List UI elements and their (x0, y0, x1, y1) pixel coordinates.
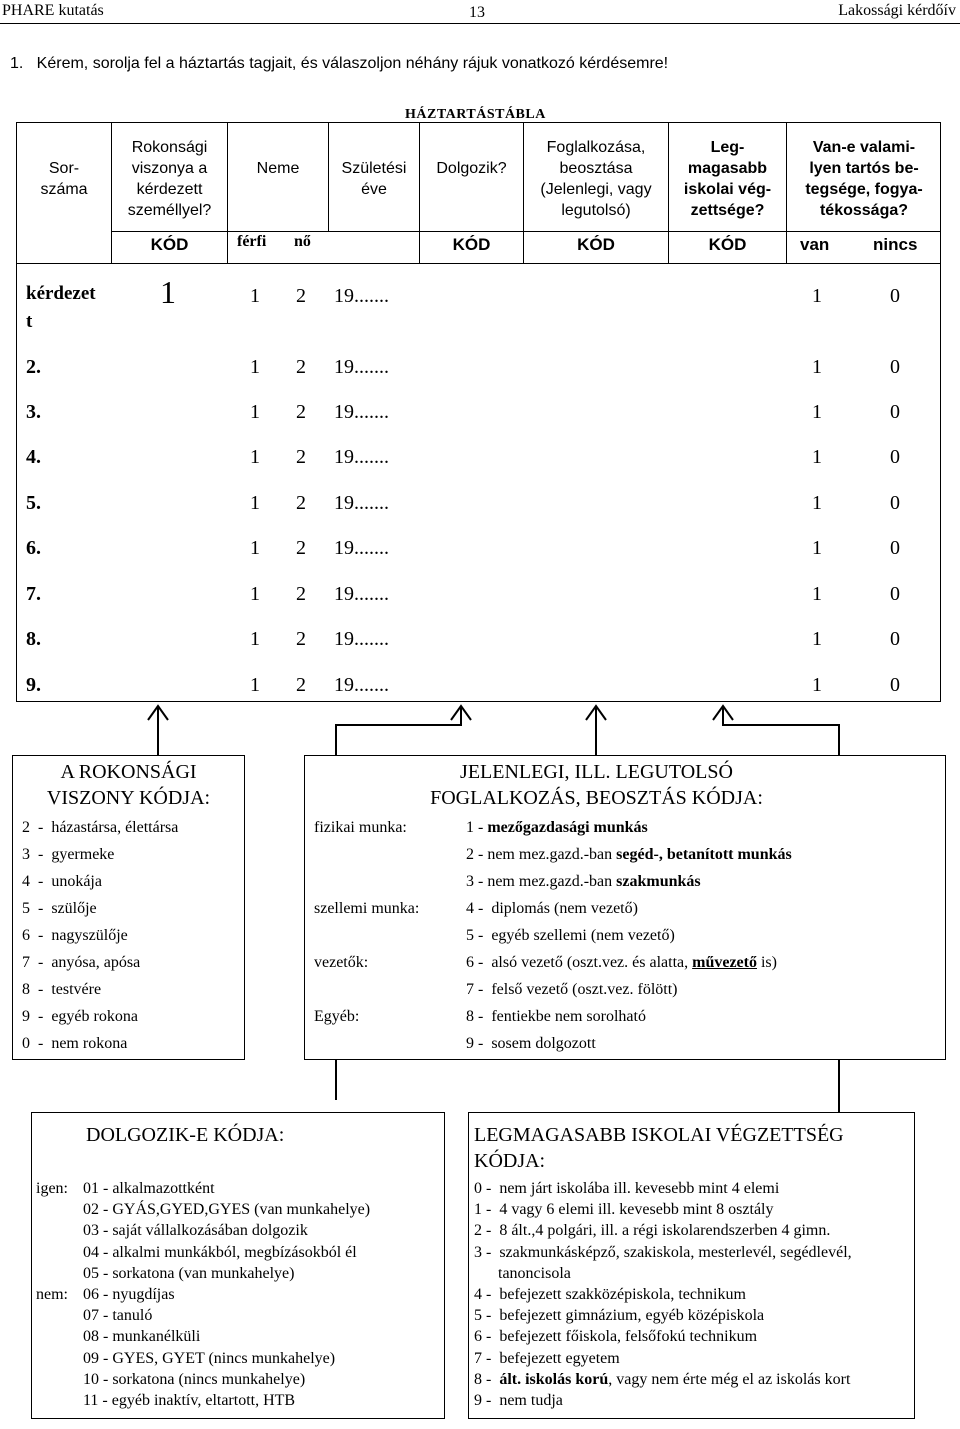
row-label: 2. (26, 356, 41, 378)
dolgozik-box-title: DOLGOZIK-E KÓDJA: (86, 1124, 285, 1146)
code-text: - (486, 1370, 500, 1388)
row-label: 9. (26, 674, 41, 696)
occupation-code (466, 949, 777, 976)
code-text-bold: segéd-, betanított munkás (616, 846, 792, 863)
row-van[interactable]: 1 (812, 583, 822, 605)
list-item (314, 976, 934, 1003)
code-text: - (478, 819, 488, 836)
row-male[interactable]: 1 (250, 583, 260, 605)
list-item (474, 1348, 914, 1369)
code-label-foglalkozas: KÓD (577, 235, 615, 254)
row-label: 3. (26, 401, 41, 423)
row-label: 5. (26, 492, 41, 514)
row-1-female[interactable]: 2 (296, 285, 306, 307)
work-status-code: 06 - nyugdíjas (83, 1285, 175, 1303)
code-number: 2 (466, 846, 474, 863)
code-text: - sosem dolgozott (478, 1035, 596, 1052)
row-female[interactable]: 2 (296, 583, 306, 605)
code-number: 8 (466, 1008, 474, 1025)
code-text: - 4 vagy 6 elemi ill. kevesebb mint 8 osztály (486, 1201, 774, 1219)
row-nincs[interactable]: 0 (890, 583, 900, 605)
row-1-nincs[interactable]: 0 (890, 285, 900, 307)
row-label: 8. (26, 628, 41, 650)
list-item (314, 922, 934, 949)
code-number: 7 (474, 1349, 482, 1367)
code-text: - nem mez.gazd.-ban (478, 873, 617, 890)
occupation-group-label: szellemi munka: (314, 900, 420, 917)
work-status-group: igen: (36, 1180, 68, 1197)
list-item (36, 1263, 441, 1284)
row-label: 4. (26, 446, 41, 468)
row-nincs[interactable]: 0 (890, 492, 900, 514)
code-text: - befejezett gimnázium, egyéb középiskola (486, 1307, 765, 1325)
code-number: 4 (466, 900, 474, 917)
list-item: 4 - unokája (22, 873, 102, 890)
dolgozik-code-list (36, 1178, 441, 1411)
code-number: 9 (466, 1035, 474, 1052)
code-number: 6 (466, 954, 474, 971)
code-number: 6 (474, 1328, 482, 1346)
code-text: , vagy nem érte még el az iskolás kort (608, 1370, 851, 1388)
list-item (36, 1178, 441, 1199)
col-dolgozik: Dolgozik? (436, 160, 507, 177)
code-text: - nem mez.gazd.-ban (478, 846, 617, 863)
work-status-code: 10 - sorkatona (nincs munkahelye) (83, 1370, 306, 1388)
occupation-code (466, 868, 701, 895)
row-female[interactable]: 2 (296, 537, 306, 559)
row-year[interactable]: 19....... (334, 537, 389, 559)
question-text: 1. Kérem, sorolja fel a háztartás tagjait, és válaszoljon néhány rájuk vonatkozó kérdésemre! (10, 55, 669, 72)
code-number: 2 (474, 1222, 482, 1240)
iskola-box-title: LEGMAGASABB ISKOLAI VÉGZETTSÉG KÓDJA: (474, 1124, 844, 1172)
list-item (474, 1220, 914, 1241)
row-female[interactable]: 2 (296, 356, 306, 378)
work-status-code: 11 - egyéb inaktív, eltartott, HTB (83, 1391, 296, 1409)
row-van[interactable]: 1 (812, 401, 822, 423)
header-left: PHARE kutatás (2, 2, 104, 19)
row-label: 6. (26, 537, 41, 559)
code-number: 3 (474, 1243, 482, 1261)
list-item (36, 1305, 441, 1326)
code-text: - nem tudja (486, 1391, 563, 1409)
row-year[interactable]: 19....... (334, 401, 389, 423)
row-female[interactable]: 2 (296, 401, 306, 423)
list-item (314, 841, 934, 868)
row-year[interactable]: 19....... (334, 492, 389, 514)
row-female[interactable]: 2 (296, 492, 306, 514)
code-text: - szakmunkásképző, szakiskola, mesterlevél, segédlevél, (486, 1243, 852, 1261)
code-label-ferfi: férfi (237, 233, 267, 250)
list-item: 6 - nagyszülője (22, 927, 128, 944)
list-item (474, 1263, 914, 1284)
list-item (314, 1030, 934, 1057)
code-number: 5 (466, 927, 474, 944)
code-text: - befejezett egyetem (486, 1349, 620, 1367)
list-item (314, 868, 934, 895)
list-item: 7 - anyósa, apósa (22, 954, 141, 971)
work-status-code: 01 - alkalmazottként (83, 1180, 215, 1197)
row-nincs[interactable]: 0 (890, 356, 900, 378)
list-item (36, 1220, 441, 1241)
occupation-code (466, 841, 792, 868)
iskola-code-list (474, 1178, 914, 1411)
header-right: Lakossági kérdőív (838, 2, 956, 19)
code-text: tanoncisola (478, 1264, 571, 1282)
code-text: - egyéb szellemi (nem vezető) (478, 927, 675, 944)
row-male[interactable]: 1 (250, 401, 260, 423)
row-van[interactable]: 1 (812, 537, 822, 559)
code-label-dolgozik: KÓD (452, 235, 491, 254)
list-item (36, 1369, 441, 1390)
rokonsagi-box-title: A ROKONSÁGI VISZONY KÓDJA: (46, 761, 211, 809)
code-text: - nem járt iskolába ill. kevesebb mint 4 elemi (486, 1180, 780, 1197)
row-nincs[interactable]: 0 (890, 674, 900, 696)
list-item (314, 895, 934, 922)
row-year[interactable]: 19....... (334, 583, 389, 605)
row-van[interactable]: 1 (812, 628, 822, 650)
row-male[interactable]: 1 (250, 492, 260, 514)
list-item (36, 1348, 441, 1369)
rokonsagi-code-list (22, 814, 178, 1057)
occupation-code (466, 814, 648, 841)
code-text-bold: szakmunkás (616, 873, 701, 890)
code-number: 8 (474, 1370, 482, 1388)
code-text: - befejezett főiskola, felsőfokú technikum (486, 1328, 758, 1346)
occupation-code (466, 976, 677, 1003)
code-label-nincs: nincs (873, 235, 918, 254)
code-text-bold: ált. iskolás korú (499, 1370, 609, 1388)
row-female[interactable]: 2 (296, 674, 306, 696)
row-male[interactable]: 1 (250, 446, 260, 468)
row-male[interactable]: 1 (250, 356, 260, 378)
work-status-code: 02 - GYÁS,GYED,GYES (van munkahelye) (83, 1201, 371, 1219)
foglalkozas-box-title: JELENLEGI, ILL. LEGUTOLSÓ FOGLALKOZÁS, BEOSZTÁS KÓDJA: (430, 761, 763, 809)
table-title: HÁZTARTÁSTÁBLA (405, 107, 546, 122)
row-female[interactable]: 2 (296, 446, 306, 468)
list-item: 2 - házastársa, élettársa (22, 819, 179, 836)
foglalkozas-code-list (314, 814, 934, 1057)
code-text: - felső vezető (oszt.vez. fölött) (478, 981, 678, 998)
code-number: 3 (466, 873, 474, 890)
row-van[interactable]: 1 (812, 492, 822, 514)
list-item (36, 1199, 441, 1220)
row-year[interactable]: 19....... (334, 628, 389, 650)
list-item: 8 - testvére (22, 981, 102, 998)
code-number: 1 (466, 819, 474, 836)
occupation-group-label: fizikai munka: (314, 819, 407, 836)
list-item: 0 - nem rokona (22, 1035, 128, 1052)
row-1-male[interactable]: 1 (250, 285, 260, 307)
work-status-code: 09 - GYES, GYET (nincs munkahelye) (83, 1349, 336, 1367)
list-item: 3 - gyermeke (22, 846, 115, 863)
code-label-iskola: KÓD (708, 235, 747, 254)
row-van[interactable]: 1 (812, 446, 822, 468)
code-text-bold: művezető (692, 954, 757, 971)
code-number: 1 (474, 1201, 482, 1219)
code-text: is) (756, 954, 777, 971)
list-item (474, 1284, 914, 1305)
list-item (36, 1390, 441, 1411)
list-item (474, 1390, 914, 1411)
col-rokonsagi: Rokonsági viszonya a kérdezett személlyel? (127, 139, 212, 219)
code-number: 5 (474, 1307, 482, 1325)
row-nincs[interactable]: 0 (890, 628, 900, 650)
work-status-group: nem: (36, 1285, 68, 1303)
code-text: - fentiekbe nem sorolható (478, 1008, 646, 1025)
row-male[interactable]: 1 (250, 537, 260, 559)
code-number: 0 (474, 1180, 482, 1197)
col-sorszama: Sor- száma (40, 160, 88, 198)
code-text: - 8 ált.,4 polgári, ill. a régi iskolarendszerben 4 gimn. (486, 1222, 831, 1240)
row-nincs[interactable]: 0 (890, 537, 900, 559)
code-number: 9 (474, 1391, 482, 1409)
code-text: - befejezett szakközépiskola, technikum (486, 1285, 746, 1303)
occupation-code (466, 1003, 646, 1030)
row-1-van[interactable]: 1 (812, 285, 822, 307)
row-1-year[interactable]: 19....... (334, 285, 389, 307)
work-status-code: 04 - alkalmi munkákból, megbízásokból él (83, 1243, 357, 1261)
col-tartos: Van-e valami- lyen tartós be- tegsége, fogya- tékossága? (805, 139, 923, 219)
occupation-code (466, 922, 675, 949)
row-year[interactable]: 19....... (334, 356, 389, 378)
col-foglalkozas: Foglalkozása, beosztása (Jelenlegi, vagy legutolsó) (540, 139, 652, 219)
code-text: - diplomás (nem vezető) (478, 900, 638, 917)
list-item (36, 1242, 441, 1263)
row-year[interactable]: 19....... (334, 674, 389, 696)
page-number: 13 (469, 4, 485, 21)
work-status-code: 08 - munkanélküli (83, 1328, 201, 1346)
work-status-code: 07 - tanuló (83, 1307, 153, 1325)
row-year[interactable]: 19....... (334, 446, 389, 468)
row-male[interactable]: 1 (250, 628, 260, 650)
row-label-kerdezett: kérdezet t (26, 283, 96, 332)
list-item (314, 1003, 934, 1030)
list-item (314, 949, 934, 976)
code-text-bold: mezőgazdasági munkás (487, 819, 648, 836)
code-text: - alsó vezető (oszt.vez. és alatta, (478, 954, 693, 971)
row-female[interactable]: 2 (296, 628, 306, 650)
list-item: 5 - szülője (22, 900, 97, 917)
list-item (474, 1199, 914, 1220)
row-nincs[interactable]: 0 (890, 446, 900, 468)
occupation-group-label: Egyéb: (314, 1008, 360, 1025)
list-item (474, 1242, 914, 1263)
col-iskola: Leg- magasabb iskolai vég- zettsége? (683, 139, 772, 219)
row-label: 7. (26, 583, 41, 605)
row-van[interactable]: 1 (812, 674, 822, 696)
list-item: 9 - egyéb rokona (22, 1008, 138, 1025)
code-label-van: van (800, 235, 830, 254)
list-item (314, 814, 934, 841)
col-szuletesi: Születési éve (341, 160, 407, 198)
list-item (474, 1178, 914, 1199)
occupation-code (466, 895, 638, 922)
code-label-no: nő (294, 233, 311, 250)
code-number: 7 (466, 981, 474, 998)
occupation-code (466, 1030, 596, 1057)
list-item (474, 1369, 914, 1390)
occupation-group-label: vezetők: (314, 954, 369, 971)
row-male[interactable]: 1 (250, 674, 260, 696)
work-status-code: 03 - saját vállalkozásában dolgozik (83, 1222, 308, 1240)
row-1-code: 1 (160, 274, 176, 310)
code-label-rokonsagi: KÓD (150, 235, 189, 254)
code-number: 4 (474, 1285, 482, 1303)
list-item (474, 1326, 914, 1347)
work-status-code: 05 - sorkatona (van munkahelye) (83, 1264, 295, 1282)
row-van[interactable]: 1 (812, 356, 822, 378)
list-item (474, 1305, 914, 1326)
list-item (36, 1284, 441, 1305)
col-neme: Neme (256, 160, 300, 177)
list-item (36, 1326, 441, 1347)
row-nincs[interactable]: 0 (890, 401, 900, 423)
